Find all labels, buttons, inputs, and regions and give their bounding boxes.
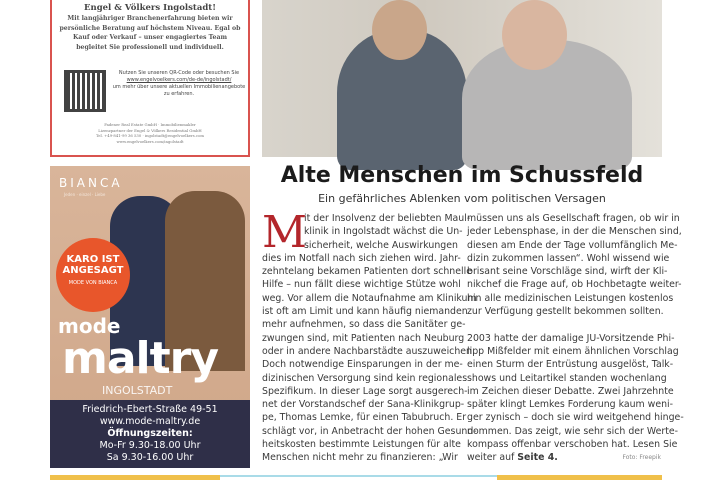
text-line: lipp Mißfelder mit einem ähnlichen Vorschlag <box>467 345 679 357</box>
ad-body: Mit langjähriger Branchenerfahrung bieten wir persönliche Beratung auf höchstem Niveau. Egal ob Kauf oder Verkauf – unser engagiertes Team begleitet Sie professionell und individuell. <box>59 15 241 51</box>
imprint-line: Lizenzpartner der Engel & Völkers Residential GmbH <box>98 127 202 133</box>
text-line-prefix: weiter auf <box>467 452 518 464</box>
ad-heading: Engel & Völkers Ingolstadt! <box>84 3 216 13</box>
text-line: Menschen nicht mehr zu finanzieren: „Wir <box>262 452 458 464</box>
text-line: ist oft am Limit und kann häufig niemanden <box>262 306 468 318</box>
qr-code[interactable] <box>64 70 106 112</box>
hours-line: Mo-Fr 9.30-18.00 Uhr <box>99 440 201 451</box>
text-line: jeder Lebensphase, in der die Menschen sind, <box>467 226 682 238</box>
text-line: dies im Notfall nach sich ziehen wird. Jahr- <box>262 252 461 264</box>
text-line: 2003 hatte der damalige JU-Vorsitzende Phi- <box>467 332 675 344</box>
page-reference: Seite 4. <box>517 452 558 464</box>
text-line <box>467 451 661 464</box>
article-column-1 <box>262 207 477 465</box>
text-line: zur Verfügung gestellt bekommen sollten. <box>467 306 664 318</box>
text-line: nikchef die Frage auf, ob Hochbetagte weiter- <box>467 279 682 291</box>
bianca-tagline: Jeden · einzel · Liebe <box>64 192 106 197</box>
text-line: im Zeichen dieser Debatte. Zwei Jahrzehnte <box>467 385 674 397</box>
store-website[interactable]: www.mode-maltry.de <box>99 416 201 427</box>
qr-line: Nutzen Sie unseren QR-Code oder besuchen Sie <box>118 70 240 76</box>
text-line: Hilfe – nun fällt diese wichtige Stütze wohl <box>262 279 461 291</box>
old-man-face <box>502 0 567 70</box>
text-line: hin alle medizinischen Leistungen kostenlos <box>467 292 674 304</box>
ad-url-link[interactable]: www.engelvoelkers.com/de-de/ingolstadt/ <box>126 77 232 83</box>
article-title: Alte Menschen im Schussfeld <box>280 163 644 188</box>
hours-title: Öffnungszeiten: <box>107 428 193 439</box>
text-line: dizin zukommen lassen“. Wohl wissend wie <box>467 252 670 264</box>
dropcap: M <box>262 207 308 258</box>
logo-maltry: maltry <box>62 333 219 384</box>
photo-credit: Foto: Freepik <box>622 454 661 462</box>
text-line: oder in andere Nachbarstädte auszuweichen. <box>262 345 475 357</box>
text-line: nommen. Das zeigt, wie sehr sich der Werte- <box>467 425 679 437</box>
text-line: net der Vorstandschef der Sana-Klinikgrup- <box>262 399 465 411</box>
imprint-line: Tel. +49-841-99 36 530 · ingolstadt@engelvoelkers.com <box>96 133 204 138</box>
text-line: einen Sturm der Entrüstung ausgelöst, Talk- <box>467 359 674 371</box>
bottom-strip-yellow <box>497 475 662 480</box>
text-line: shows und Leitartikel standen wochenlang <box>467 372 667 384</box>
article-subtitle: Ein gefährliches Ablenken vom politischen Versagen <box>318 192 606 205</box>
text-line: ger zynisch – doch sie wird weitgehend hinge- <box>467 412 684 424</box>
hours-line: Sa 9.30-16.00 Uhr <box>106 452 194 463</box>
text-line: zehntelang bekamen Patienten dort schnelle <box>262 266 472 278</box>
imprint-line: Fadener Real Estate GmbH · Immobilienmakler <box>104 122 196 127</box>
text-line: müssen uns als Gesellschaft fragen, ob wir in <box>467 213 680 224</box>
imprint-line: www.engelvoelkers.com/ingolstadt <box>116 138 184 144</box>
text-line: Doch notwendige Einsparungen in der me- <box>262 359 463 371</box>
text-line: mehr aufnehmen, so dass die Sanitäter ge- <box>262 319 466 331</box>
badge-title: KARO IST ANGESAGT <box>62 254 124 276</box>
text-line: weg. Vor allem die Notaufnahme am Klinikum <box>262 292 477 304</box>
qr-line: um mehr über unsere aktuellen Immobilienangebote zu erfahren. <box>112 84 246 97</box>
text-line: diesen am Ende der Tage vollumfänglich Me- <box>467 239 678 251</box>
engel-voelkers-ad[interactable] <box>50 0 250 157</box>
text-line: pe, Thomas Lemke, für einen Tabubruch. Er <box>262 412 467 424</box>
mode-maltry-ad[interactable] <box>50 166 250 468</box>
text-line: schlägt vor, in Anbetracht der hohen Gesund- <box>262 425 477 437</box>
store-info <box>50 400 250 468</box>
promo-badge <box>56 238 130 312</box>
bianca-logo: BIANCA <box>59 176 123 190</box>
text-line: Spezifikum. In dieser Lage sorgt ausgerech- <box>262 385 468 397</box>
imprint <box>52 122 248 144</box>
text-line: dizinischen Versorgung sind kein regionales <box>262 372 468 384</box>
text-line: brisant seine Vorschläge sind, wirft der Kli- <box>467 266 668 278</box>
qr-text <box>110 70 248 98</box>
text-line: später klingt Lemkes Forderung kaum weni- <box>467 399 674 411</box>
text-line: sicherheit, welche Auswirkungen <box>304 239 458 251</box>
text-line: klinik in Ingolstadt wächst die Un- <box>304 226 463 238</box>
young-man-face <box>372 0 427 60</box>
bottom-strip-yellow <box>50 475 220 480</box>
text-line: heitskosten bestimmte Leistungen für alte <box>262 439 461 451</box>
bottom-strip-blue <box>220 475 497 477</box>
article-column-2 <box>467 212 684 465</box>
store-address: Friedrich-Ebert-Straße 49-51 <box>82 404 218 415</box>
logo-city: INGOLSTADT <box>102 384 173 397</box>
text-line: it der Insolvenz der beliebten Maul- <box>304 213 471 224</box>
text-line: zwungen sind, mit Patienten nach Neuburg <box>262 332 465 344</box>
badge-sub: MODE VON BIANCA <box>68 280 118 286</box>
text-line: kompass offenbar verschoben hat. Lesen Sie <box>467 439 678 451</box>
article-photo <box>262 0 662 157</box>
logo-mode: mode <box>58 314 121 338</box>
